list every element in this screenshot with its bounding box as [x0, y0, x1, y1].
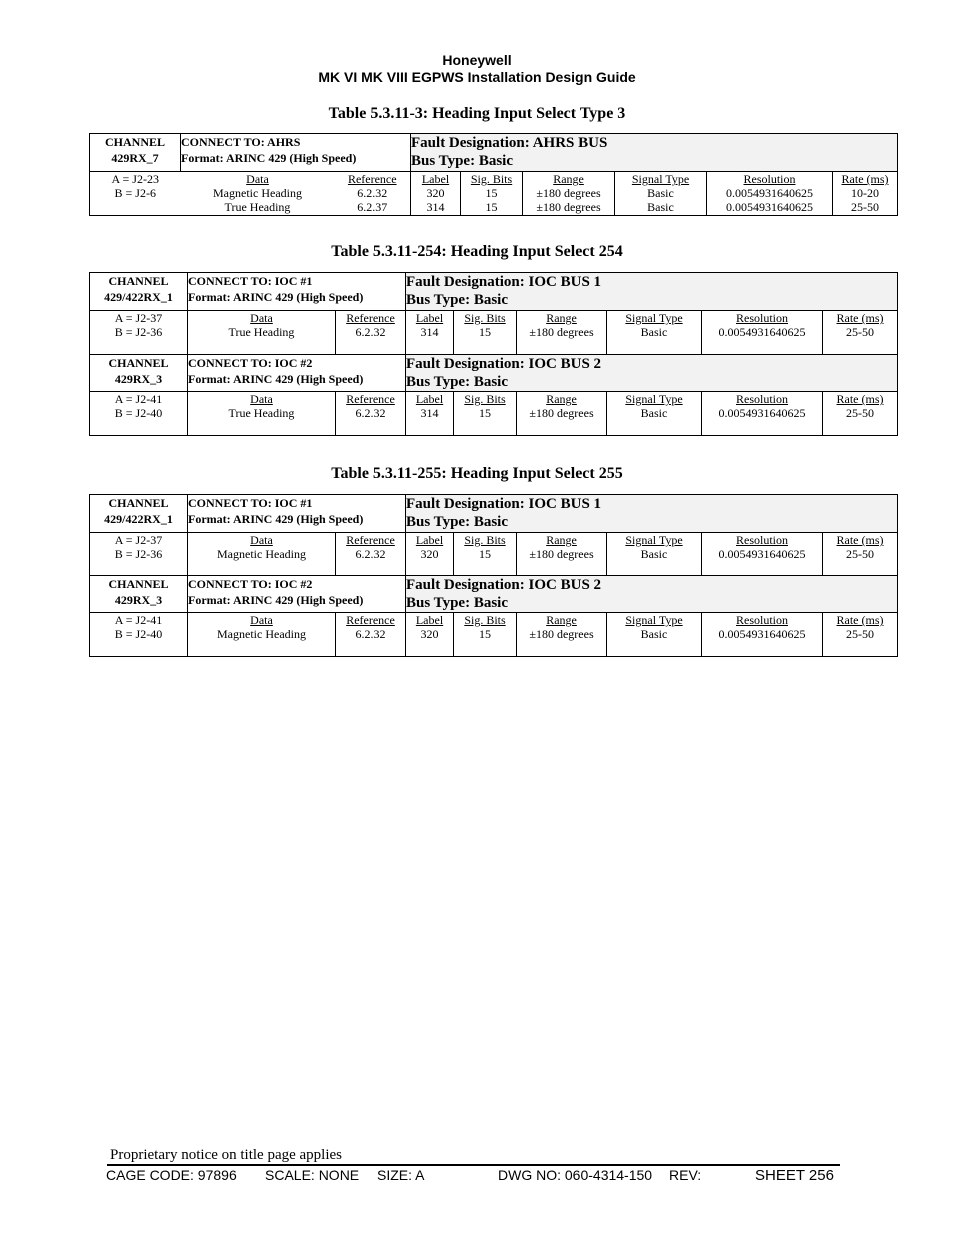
- col-rate: [833, 172, 898, 216]
- pin-a: A = J2-23: [111, 172, 159, 186]
- table3: [89, 494, 898, 657]
- header-rate: Rate (ms): [836, 533, 884, 547]
- table1: [89, 133, 898, 216]
- header-resolution: Resolution: [736, 613, 789, 627]
- connect-to: CONNECT TO: IOC #1: [188, 274, 313, 288]
- col-data: [188, 392, 336, 436]
- cell: True Heading: [228, 406, 295, 420]
- table2-block1-channel: [90, 273, 188, 311]
- size: SIZE: A: [377, 1167, 425, 1183]
- cell: 0.0054931640625: [718, 406, 806, 420]
- header-range: Range: [546, 311, 577, 325]
- header-sig-bits: Sig. Bits: [464, 533, 506, 547]
- sheet-number: SHEET 256: [755, 1167, 834, 1184]
- header-range: Range: [546, 533, 577, 547]
- cell: ±180 degrees: [529, 547, 594, 561]
- table3-block2-fault: [406, 576, 898, 613]
- format: Format: ARINC 429 (High Speed): [188, 512, 364, 526]
- scale: SCALE: NONE: [265, 1167, 360, 1183]
- table1-fault: [411, 134, 898, 172]
- fault-designation: Fault Designation: AHRS BUS: [411, 135, 608, 151]
- cell: 0.0054931640625: [726, 186, 814, 200]
- col-range: [517, 613, 607, 657]
- channel-id: 429/422RX_1: [104, 512, 173, 526]
- cell: 25-50: [846, 325, 875, 339]
- header-data: Data: [250, 392, 273, 406]
- header-resolution: Resolution: [743, 172, 796, 186]
- header-resolution: Resolution: [736, 392, 789, 406]
- header-data: Data: [246, 172, 269, 186]
- drawing-number: DWG NO: 060-4314-150: [498, 1167, 653, 1183]
- cell: 320: [426, 186, 445, 200]
- format: Format: ARINC 429 (High Speed): [188, 372, 364, 386]
- cell: 15: [479, 627, 492, 641]
- col-reference: [336, 311, 406, 355]
- col-label: [406, 613, 454, 657]
- cell: 320: [420, 547, 439, 561]
- col-rate: [823, 613, 898, 657]
- cage-code: CAGE CODE: 97896: [106, 1167, 237, 1183]
- cell: 15: [479, 325, 492, 339]
- col-range: [517, 533, 607, 576]
- pin-b: B = J2-36: [114, 325, 163, 339]
- header-reference: Reference: [346, 613, 395, 627]
- table2-block2-channel: [90, 355, 188, 392]
- header-rate: Rate (ms): [841, 172, 889, 186]
- cell: ±180 degrees: [529, 627, 594, 641]
- cell: ±180 degrees: [536, 200, 601, 214]
- table3-block1-fault: [406, 495, 898, 533]
- col-label: [406, 533, 454, 576]
- cell: 25-50: [851, 200, 880, 214]
- company-name: Honeywell: [442, 52, 512, 68]
- header-range: Range: [546, 613, 577, 627]
- table3-block2-pins: [90, 613, 188, 657]
- format: Format: ARINC 429 (High Speed): [181, 151, 357, 165]
- col-signal-type: [607, 613, 702, 657]
- channel-id: 429RX_3: [114, 593, 163, 607]
- fault-designation: Fault Designation: IOC BUS 2: [406, 356, 602, 372]
- cell: True Heading: [224, 200, 291, 214]
- header-rate: Rate (ms): [836, 392, 884, 406]
- cell: ±180 degrees: [529, 406, 594, 420]
- connect-to: CONNECT TO: IOC #1: [188, 496, 313, 510]
- table3-block1-channel: [90, 495, 188, 533]
- table3-title: Table 5.3.11-255: Heading Input Select 255: [331, 465, 623, 482]
- col-signal-type: [615, 172, 707, 216]
- table2-block1-fault: [406, 273, 898, 311]
- header-reference: Reference: [346, 392, 395, 406]
- cell: Magnetic Heading: [213, 186, 302, 200]
- pin-b: B = J2-40: [114, 406, 163, 420]
- header-signal-type: Signal Type: [625, 392, 683, 406]
- cell: 6.2.32: [357, 186, 388, 200]
- col-range: [517, 311, 607, 355]
- connect-to: CONNECT TO: IOC #2: [188, 356, 313, 370]
- header-label: Label: [415, 392, 444, 406]
- header-sig-bits: Sig. Bits: [464, 392, 506, 406]
- cell: 0.0054931640625: [718, 547, 806, 561]
- header-data: Data: [250, 613, 273, 627]
- cell: 25-50: [846, 627, 875, 641]
- cell: 314: [420, 406, 439, 420]
- cell: Basic: [647, 200, 674, 214]
- header-sig-bits: Sig. Bits: [470, 172, 513, 186]
- connect-to: CONNECT TO: IOC #2: [188, 577, 313, 591]
- cell: Basic: [640, 627, 668, 641]
- bus-type: Bus Type: Basic: [411, 153, 513, 169]
- col-label: [411, 172, 461, 216]
- col-rate: [823, 533, 898, 576]
- cell: 15: [485, 186, 498, 200]
- footer-rule: [107, 1164, 840, 1166]
- col-data: [188, 533, 336, 576]
- header-label: Label: [415, 533, 444, 547]
- channel-label: CHANNEL: [108, 356, 169, 370]
- table3-block2-connect: [188, 576, 406, 613]
- header-sig-bits: Sig. Bits: [464, 613, 506, 627]
- header-reference: Reference: [346, 311, 395, 325]
- bus-type: Bus Type: Basic: [406, 595, 508, 611]
- format: Format: ARINC 429 (High Speed): [188, 290, 364, 304]
- col-reference: [335, 172, 411, 216]
- channel-id: 429RX_3: [114, 372, 163, 386]
- cell: Basic: [647, 186, 674, 200]
- col-sig-bits: [461, 172, 523, 216]
- cell: Basic: [640, 325, 668, 339]
- connect-to: CONNECT TO: AHRS: [181, 135, 301, 149]
- col-rate: [823, 392, 898, 436]
- header-reference: Reference: [347, 172, 397, 186]
- cell: 25-50: [846, 406, 875, 420]
- col-signal-type: [607, 533, 702, 576]
- cell: ±180 degrees: [529, 325, 594, 339]
- fault-designation: Fault Designation: IOC BUS 2: [406, 577, 602, 593]
- table2: [89, 272, 898, 436]
- proprietary-notice: Proprietary notice on title page applies: [110, 1147, 343, 1163]
- pin-a: A = J2-41: [114, 392, 163, 406]
- format: Format: ARINC 429 (High Speed): [188, 593, 364, 607]
- header-label: Label: [415, 311, 444, 325]
- channel-label: CHANNEL: [108, 274, 169, 288]
- col-signal-type: [607, 311, 702, 355]
- channel-id: 429RX_7: [111, 151, 159, 165]
- cell: 10-20: [851, 186, 880, 200]
- cell: 6.2.32: [355, 406, 386, 420]
- cell: Basic: [640, 547, 668, 561]
- header-signal-type: Signal Type: [625, 533, 683, 547]
- cell: 15: [479, 406, 492, 420]
- table2-block1-connect: [188, 273, 406, 311]
- cell: 0.0054931640625: [718, 627, 806, 641]
- cell: 0.0054931640625: [718, 325, 806, 339]
- table2-block2-pins: [90, 392, 188, 436]
- channel-label: CHANNEL: [104, 135, 165, 149]
- col-resolution: [702, 613, 823, 657]
- col-resolution: [707, 172, 833, 216]
- col-resolution: [702, 392, 823, 436]
- table2-block2-connect: [188, 355, 406, 392]
- cell: 6.2.37: [357, 200, 388, 214]
- bus-type: Bus Type: Basic: [406, 514, 508, 530]
- header-label: Label: [421, 172, 450, 186]
- table2-block2-fault: [406, 355, 898, 392]
- cell: 320: [420, 627, 439, 641]
- cell: 15: [479, 547, 492, 561]
- cell: 6.2.32: [355, 627, 386, 641]
- pin-b: B = J2-36: [114, 547, 163, 561]
- col-sig-bits: [454, 311, 517, 355]
- fault-designation: Fault Designation: IOC BUS 1: [406, 496, 602, 512]
- col-sig-bits: [454, 392, 517, 436]
- header-data: Data: [250, 533, 273, 547]
- table3-block1-pins: [90, 533, 188, 576]
- header-sig-bits: Sig. Bits: [464, 311, 506, 325]
- col-label: [406, 392, 454, 436]
- cell: 0.0054931640625: [726, 200, 814, 214]
- header-signal-type: Signal Type: [625, 613, 683, 627]
- header-signal-type: Signal Type: [631, 172, 690, 186]
- cell: 25-50: [846, 547, 875, 561]
- channel-label: CHANNEL: [108, 496, 169, 510]
- pin-a: A = J2-37: [114, 311, 163, 325]
- channel-id: 429/422RX_1: [104, 290, 173, 304]
- header-resolution: Resolution: [736, 533, 789, 547]
- col-label: [406, 311, 454, 355]
- header-data: Data: [250, 311, 273, 325]
- fault-designation: Fault Designation: IOC BUS 1: [406, 274, 602, 290]
- col-reference: [336, 392, 406, 436]
- cell: Basic: [640, 406, 668, 420]
- header-resolution: Resolution: [736, 311, 789, 325]
- cell: Magnetic Heading: [217, 627, 306, 641]
- table1-channel: [90, 134, 181, 172]
- pin-a: A = J2-37: [114, 533, 163, 547]
- col-signal-type: [607, 392, 702, 436]
- col-reference: [336, 613, 406, 657]
- col-data: [188, 311, 336, 355]
- cell: 15: [485, 200, 498, 214]
- col-range: [517, 392, 607, 436]
- table3-block1-connect: [188, 495, 406, 533]
- table2-title: Table 5.3.11-254: Heading Input Select 254: [331, 243, 623, 260]
- col-reference: [336, 533, 406, 576]
- table1-pins: [90, 172, 181, 216]
- cell: True Heading: [228, 325, 295, 339]
- pin-b: B = J2-6: [114, 186, 156, 200]
- table3-block2-channel: [90, 576, 188, 613]
- header-rate: Rate (ms): [836, 613, 884, 627]
- cell: 314: [420, 325, 439, 339]
- cell: ±180 degrees: [536, 186, 601, 200]
- header-rate: Rate (ms): [836, 311, 884, 325]
- cell: Magnetic Heading: [217, 547, 306, 561]
- col-resolution: [702, 311, 823, 355]
- col-sig-bits: [454, 613, 517, 657]
- col-sig-bits: [454, 533, 517, 576]
- col-resolution: [702, 533, 823, 576]
- header-signal-type: Signal Type: [625, 311, 683, 325]
- table1-title: Table 5.3.11-3: Heading Input Select Type 3: [328, 105, 626, 122]
- table1-connect: [181, 134, 411, 172]
- col-rate: [823, 311, 898, 355]
- header-range: Range: [546, 392, 577, 406]
- col-data: [181, 172, 335, 216]
- header-reference: Reference: [346, 533, 395, 547]
- guide-title: MK VI MK VIII EGPWS Installation Design Guide: [318, 69, 636, 85]
- header-range: Range: [553, 172, 584, 186]
- table2-block1-pins: [90, 311, 188, 355]
- col-range: [523, 172, 615, 216]
- pin-a: A = J2-41: [114, 613, 163, 627]
- pin-b: B = J2-40: [114, 627, 163, 641]
- header-label: Label: [415, 613, 444, 627]
- revision: REV:: [669, 1167, 702, 1183]
- cell: 314: [426, 200, 445, 214]
- bus-type: Bus Type: Basic: [406, 292, 508, 308]
- col-data: [188, 613, 336, 657]
- bus-type: Bus Type: Basic: [406, 374, 508, 390]
- channel-label: CHANNEL: [108, 577, 169, 591]
- cell: 6.2.32: [355, 325, 386, 339]
- cell: 6.2.32: [355, 547, 386, 561]
